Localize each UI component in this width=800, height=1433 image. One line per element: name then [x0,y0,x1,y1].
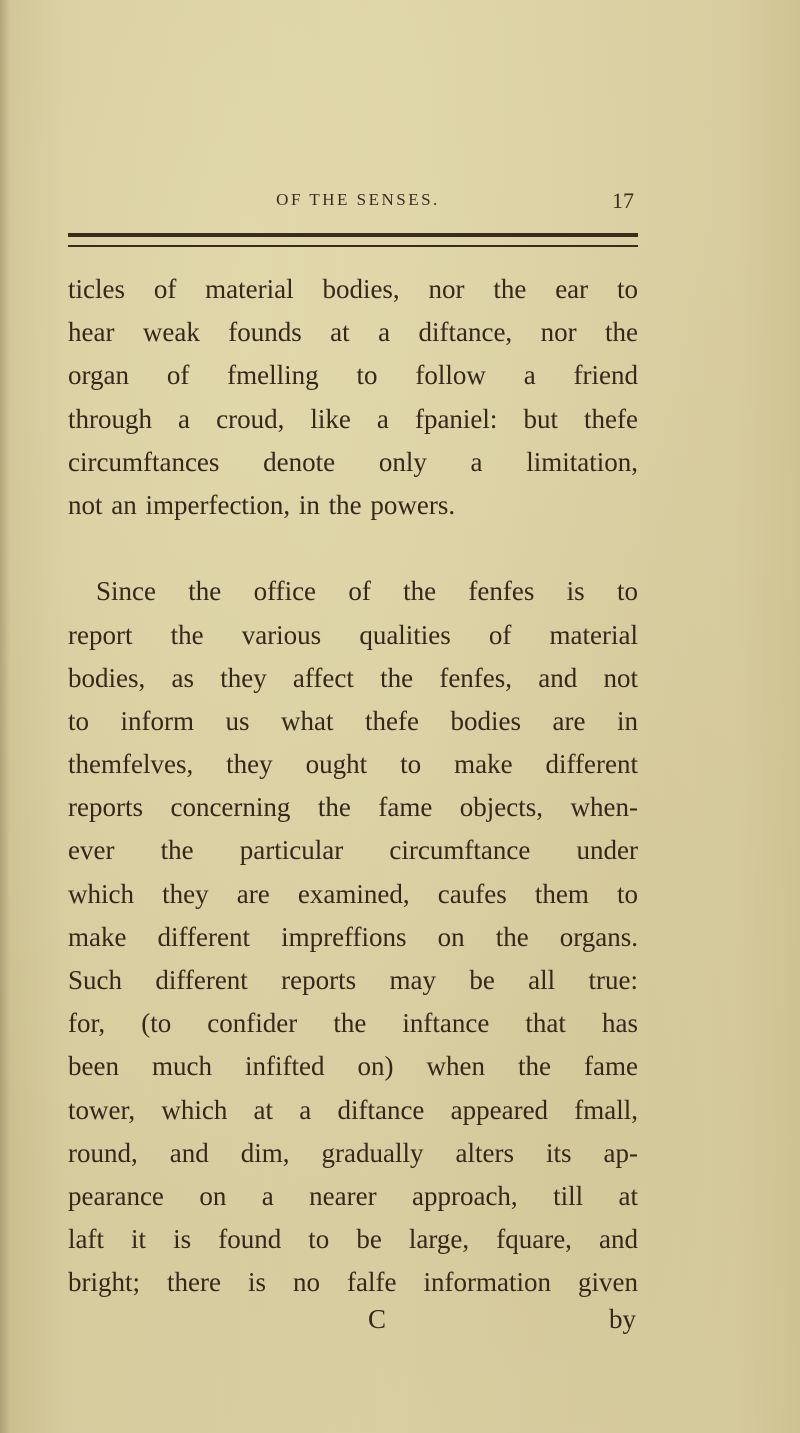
text-line: pearance on a nearer approach, till at [68,1180,638,1211]
text-line: through a croud, like a fpaniel: but thefe [68,403,638,434]
text-line: reports concerning the fame objects, when- [68,792,638,823]
text-line: tower, which at a diftance appeared fmall, [68,1094,638,1125]
body-text [68,268,638,1305]
text-line: make different impreffions on the organs. [68,921,638,952]
text-line: which they are examined, caufes them to [68,878,638,909]
text-line: Such different reports may be all true: [68,965,638,995]
page-gutter-shadow [0,0,10,1433]
text-line: ever the particular circumftance under [68,835,638,866]
text-line: organ of fmelling to follow a friend [68,360,638,391]
page-number: 17 [612,188,634,213]
text-line: circumftances denote only a limitation, [68,446,638,477]
text-line: bright; there is no falfe information given [68,1267,638,1298]
text-line: to inform us what thefe bodies are in [68,705,638,736]
text-line-paragraph-start: Since the office of the fenfes is to [96,576,638,607]
text-line: ticles of material bodies, nor the ear to [68,274,638,304]
catchword: by [609,1304,636,1334]
text-line: bodies, as they affect the fenfes, and not [68,662,638,693]
running-head [68,188,638,218]
text-line: themfelves, they ought to make different [68,749,638,780]
text-line-paragraph-end: not an imperfection, in the powers. [68,489,456,520]
text-line: hear weak founds at a diftance, nor the [68,317,638,348]
header-rule-thin [68,245,638,247]
text-line: been much infifted on) when the fame [68,1051,638,1082]
signature-mark: C [368,1304,387,1334]
text-line: round, and dim, gradually alters its ap- [68,1137,638,1168]
text-line: laft it is found to be large, fquare, and [68,1224,638,1255]
running-title: OF THE SENSES. [276,190,440,209]
text-line: for, (to confider the inftance that has [68,1008,638,1039]
header-rule-thick [68,233,638,237]
paragraph-gap [68,527,638,570]
text-line: report the various qualities of material [68,619,638,650]
page-footer [68,1304,638,1344]
